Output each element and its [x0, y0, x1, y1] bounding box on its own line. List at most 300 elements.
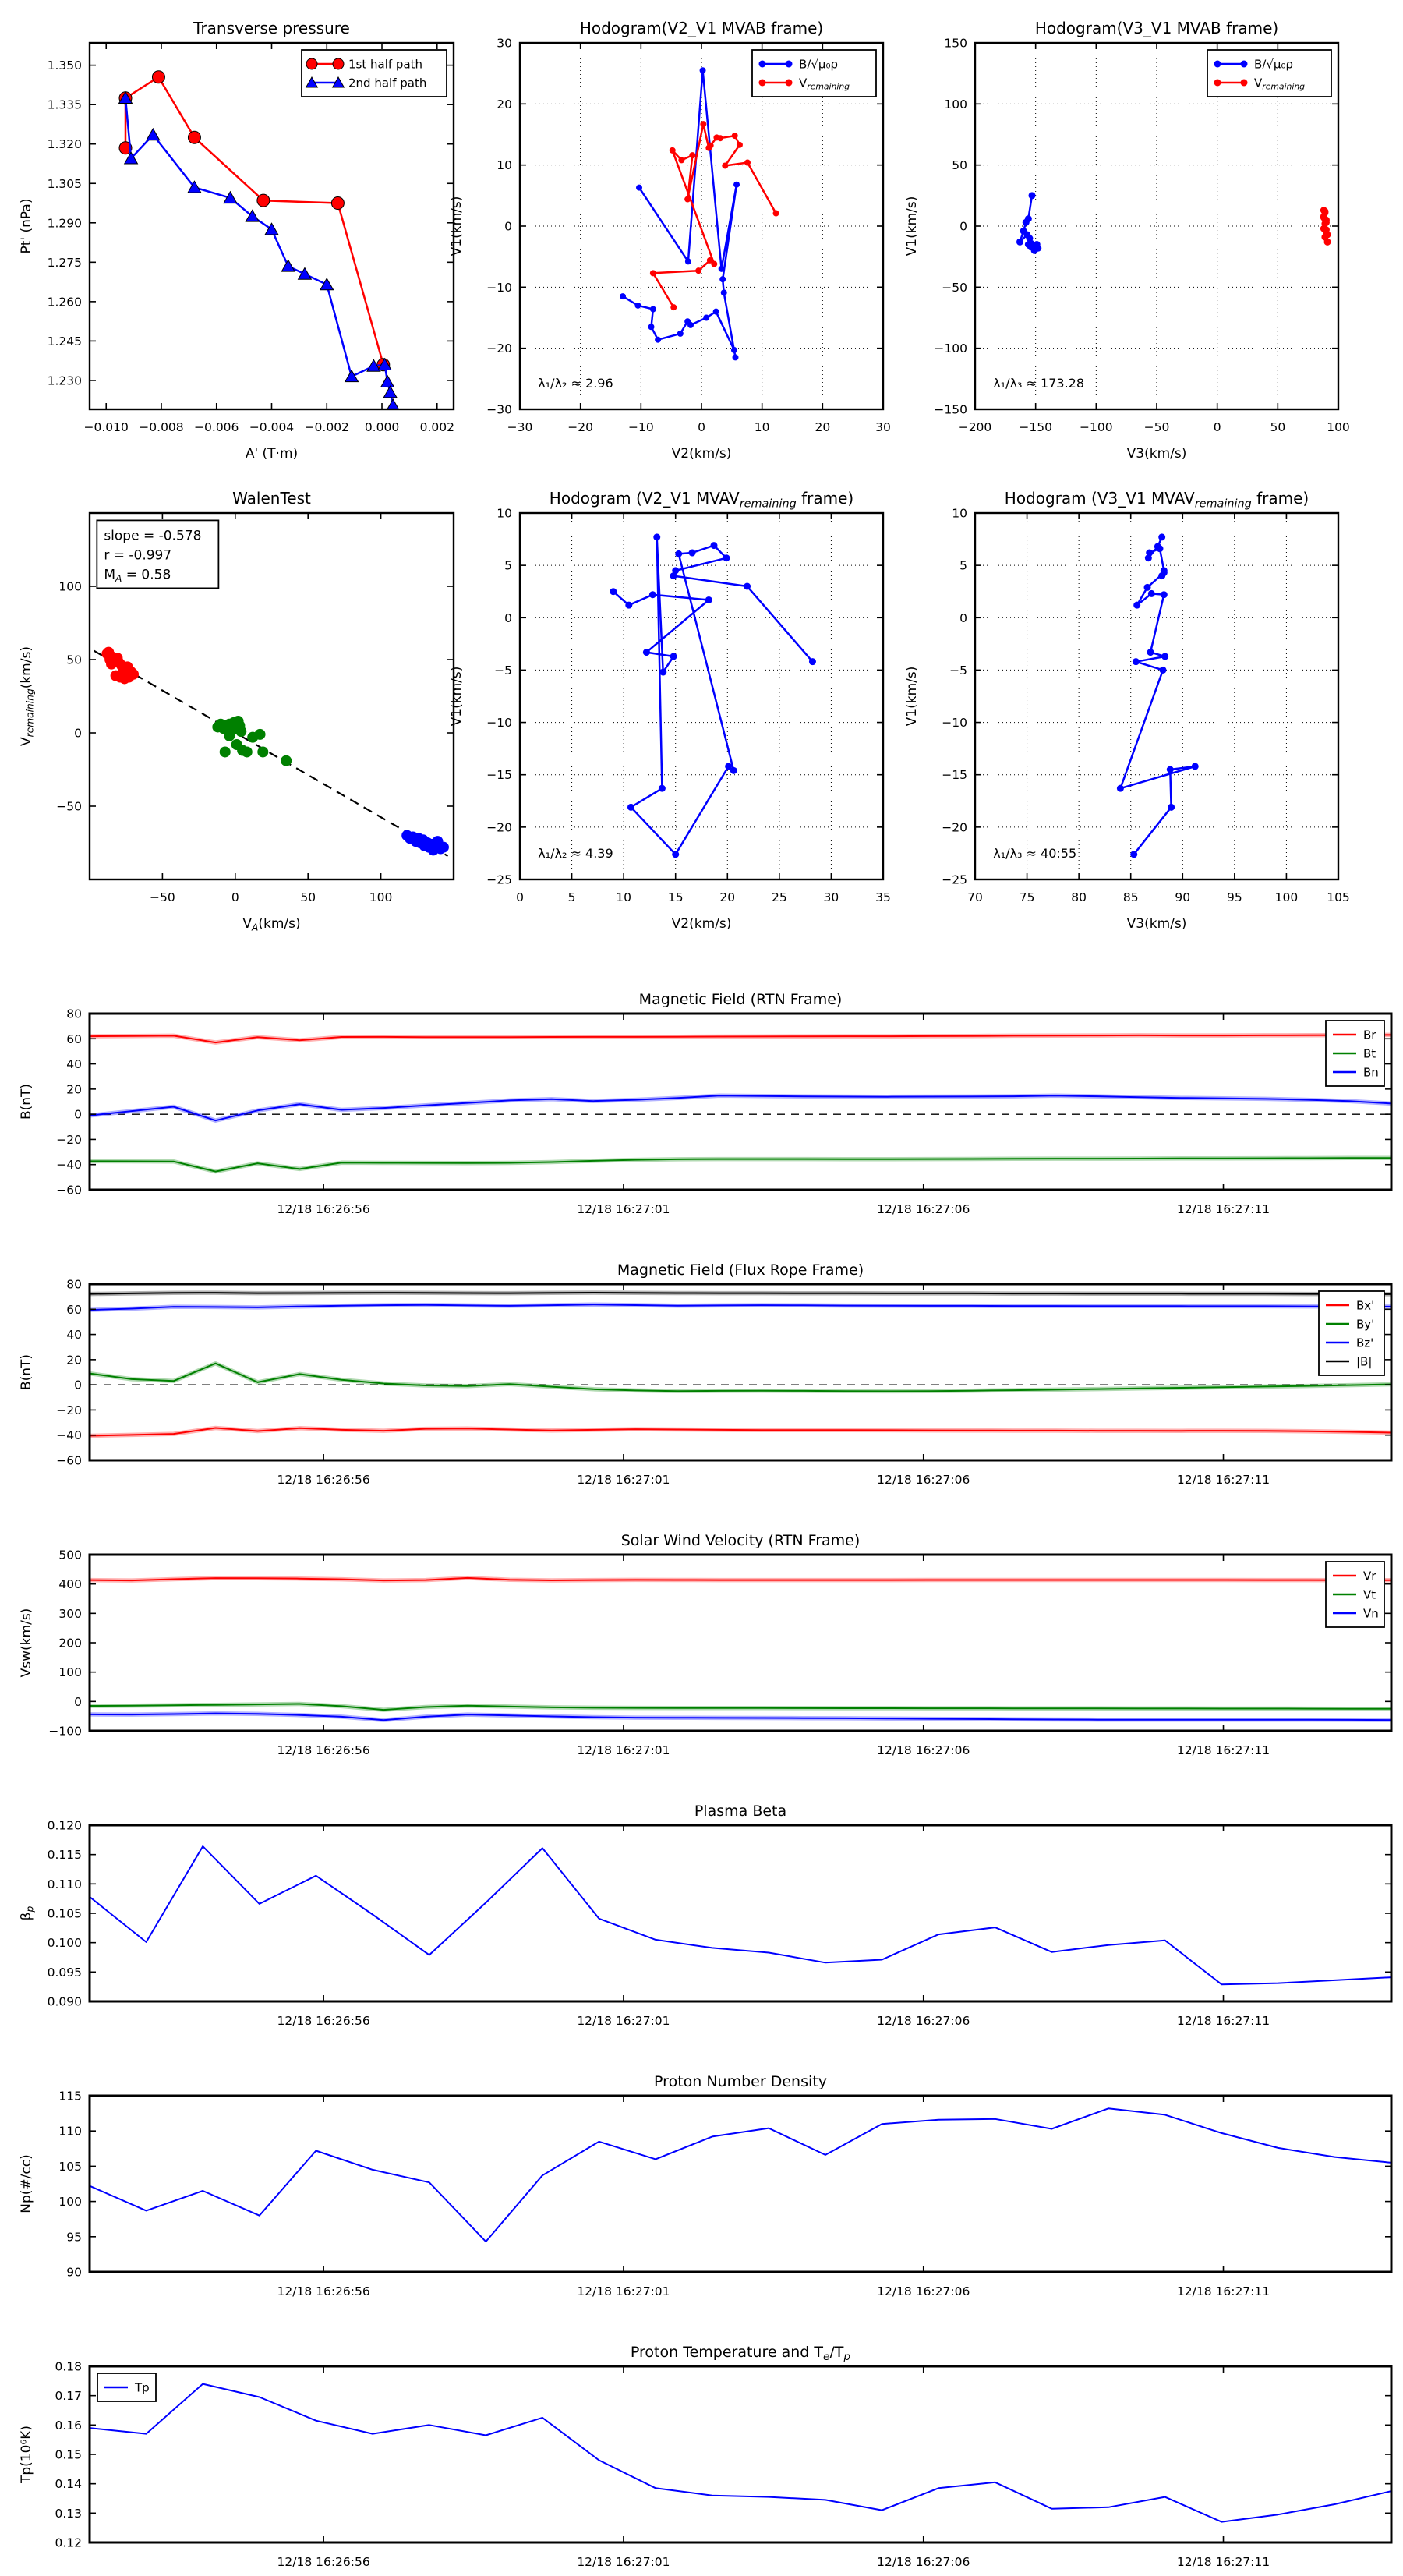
marker-dot	[759, 80, 766, 87]
legend-label: B/√μ₀ρ	[799, 57, 838, 72]
y-tick-label: −5	[494, 663, 512, 678]
panel-magnetic-field-flux-rope	[19, 1261, 1391, 1487]
y-tick-label: 0.13	[55, 2506, 82, 2521]
marker-dot	[670, 653, 677, 660]
marker-dot	[649, 591, 656, 598]
marker-dot	[224, 731, 235, 741]
marker-dot	[1324, 239, 1331, 246]
marker-dot	[1167, 766, 1174, 773]
x-tick-label: 12/18 16:27:06	[877, 1202, 970, 1216]
series-second-half-path	[125, 98, 393, 405]
series-v-remaining-path	[1120, 537, 1195, 855]
marker-dot	[710, 542, 717, 549]
annotation: λ₁/λ₃ ≈ 173.28	[993, 375, 1085, 391]
x-tick-label: 0	[1213, 420, 1221, 434]
x-tick-label: 95	[1226, 890, 1242, 904]
panel-title: Magnetic Field (Flux Rope Frame)	[617, 1261, 864, 1279]
marker-dot	[220, 746, 231, 757]
y-tick-label: 0.100	[47, 1936, 82, 1951]
y-tick-label: −150	[934, 402, 967, 417]
marker-dot	[1158, 533, 1165, 540]
y-tick-label: 0	[959, 219, 967, 234]
y-tick-label: 0.12	[55, 2535, 82, 2550]
y-tick-label: 0.14	[55, 2477, 82, 2492]
marker-dot	[653, 533, 660, 540]
y-tick-label: 20	[497, 97, 512, 111]
y-tick-label: 1.350	[47, 58, 82, 73]
y-tick-label: −40	[56, 1158, 82, 1173]
annotation-line: $M_A = 0.58$	[104, 567, 171, 585]
marker-triangle	[320, 278, 334, 290]
x-tick-label: 75	[1019, 890, 1035, 904]
marker-dot	[111, 671, 122, 681]
x-tick-label: −200	[958, 420, 992, 434]
marker-dot	[1023, 219, 1030, 226]
marker-dot	[809, 658, 816, 665]
series-beta-p	[90, 1846, 1391, 1984]
y-tick-label: −50	[56, 799, 82, 814]
marker-dot	[717, 135, 723, 141]
marker-dot	[1144, 584, 1151, 591]
x-tick-label: 12/18 16:27:01	[577, 2284, 670, 2298]
x-tick-label: −20	[567, 420, 594, 434]
y-axis-label: V1(km/s)	[449, 196, 465, 257]
marker-triangle	[299, 267, 312, 279]
y-tick-label: 1.275	[47, 255, 82, 270]
marker-dot	[659, 785, 666, 792]
y-axis-label: V1(km/s)	[904, 666, 920, 727]
legend-label: Br	[1363, 1028, 1376, 1042]
x-tick-label: 10	[616, 890, 632, 904]
marker-circle	[257, 194, 270, 207]
x-tick-label: 25	[771, 890, 787, 904]
y-tick-label: 1.230	[47, 373, 82, 388]
x-axis-label: V2(km/s)	[671, 916, 732, 932]
y-tick-label: 10	[952, 506, 967, 521]
marker-dot	[700, 121, 706, 127]
legend-label: Bz'	[1356, 1336, 1374, 1350]
y-tick-label: 0	[74, 1694, 82, 1709]
x-tick-label: 90	[1175, 890, 1191, 904]
x-tick-label: 12/18 16:26:56	[277, 1473, 370, 1487]
y-tick-label: 50	[66, 653, 82, 667]
panel-title: Proton Temperature and $T_e/T_p$	[630, 2344, 851, 2364]
y-axis-label: V1(km/s)	[449, 666, 465, 727]
axes-frame	[90, 2366, 1391, 2542]
y-tick-label: 0.16	[55, 2418, 82, 2433]
axes-frame	[90, 2096, 1391, 2272]
y-tick-label: 60	[66, 1031, 82, 1046]
x-tick-label: 30	[823, 890, 839, 904]
x-tick-label: 12/18 16:26:56	[277, 1743, 370, 1757]
y-axis-label: $V_{remaining}(km/s)$	[19, 646, 36, 746]
series-halo-Bn	[90, 1095, 1391, 1120]
x-tick-label: 12/18 16:27:01	[577, 1473, 670, 1487]
y-tick-label: −20	[56, 1132, 82, 1147]
marker-dot	[773, 211, 779, 217]
y-tick-label: 1.320	[47, 137, 82, 152]
marker-dot	[732, 133, 738, 139]
x-tick-label: 12/18 16:26:56	[277, 2284, 370, 2298]
y-tick-label: 0.17	[55, 2389, 82, 2404]
marker-dot	[1148, 590, 1155, 597]
x-tick-label: 20	[719, 890, 736, 904]
panel-hodogram-v3v1-mvab	[904, 19, 1350, 462]
x-tick-label: 100	[1327, 420, 1350, 434]
annotation-line: r = -0.997	[104, 547, 172, 564]
series-walen-fit-line	[94, 651, 448, 856]
marker-dot	[675, 550, 682, 557]
panel-title: WalenTest	[232, 489, 311, 508]
y-tick-label: −10	[942, 716, 967, 731]
x-tick-label: 12/18 16:27:01	[577, 1202, 670, 1216]
y-tick-label: −25	[942, 872, 967, 887]
y-tick-label: 0	[74, 726, 82, 741]
legend-label: Vn	[1363, 1606, 1379, 1621]
y-tick-label: 0.090	[47, 1994, 82, 2009]
legend-label: |B|	[1356, 1354, 1373, 1369]
series-Br	[90, 1035, 1391, 1042]
marker-triangle	[265, 223, 278, 235]
y-tick-label: −50	[942, 280, 967, 295]
x-tick-label: 70	[967, 890, 983, 904]
y-axis-label: Np(#/cc)	[19, 2154, 34, 2213]
panel-hodogram-v2v1-mvab	[449, 19, 891, 462]
y-tick-label: 80	[66, 1007, 82, 1021]
panel-plasma-beta	[19, 1803, 1391, 2028]
y-tick-label: 20	[66, 1082, 82, 1097]
x-axis-label: V3(km/s)	[1126, 446, 1187, 462]
legend-label: $V_{remaining}$	[799, 76, 850, 92]
x-tick-label: 12/18 16:27:06	[877, 1743, 970, 1757]
marker-dot	[1323, 219, 1330, 226]
y-tick-label: −10	[486, 280, 512, 295]
panel-hodogram-v3v1-mvav	[904, 489, 1350, 932]
y-axis-label: B(nT)	[19, 1083, 34, 1120]
panel-transverse-pressure	[19, 19, 454, 462]
y-tick-label: 80	[66, 1277, 82, 1292]
marker-dot	[733, 182, 740, 188]
panel-solar-wind-velocity	[19, 1532, 1391, 1757]
panel-proton-number-density	[19, 2073, 1391, 2298]
legend-label: Bt	[1363, 1046, 1376, 1061]
panel-title: Solar Wind Velocity (RTN Frame)	[620, 1532, 861, 1549]
marker-dot	[1117, 785, 1124, 792]
series-v-remaining-path	[613, 537, 813, 855]
axes-frame	[90, 1825, 1391, 2001]
marker-dot	[700, 67, 706, 73]
y-tick-label: 500	[58, 1548, 82, 1562]
y-tick-label: 90	[66, 2265, 82, 2280]
x-tick-label: 12/18 16:27:11	[1176, 1743, 1270, 1757]
marker-triangle	[345, 370, 359, 382]
panel-title: Hodogram (V3_V1 $MVAV_{remaining}$ frame)	[1004, 489, 1309, 511]
marker-dot	[636, 185, 642, 191]
marker-dot	[731, 347, 737, 353]
y-tick-label: −100	[48, 1724, 82, 1739]
x-tick-label: 0	[231, 890, 239, 904]
legend-label: Bx'	[1356, 1298, 1375, 1313]
y-tick-label: 1.260	[47, 295, 82, 310]
y-axis-label: B(nT)	[19, 1353, 34, 1391]
marker-dot	[670, 147, 676, 154]
marker-dot	[255, 729, 266, 740]
marker-dot	[1156, 545, 1163, 552]
marker-dot	[1025, 241, 1032, 248]
series-Np	[90, 2108, 1391, 2242]
marker-dot	[1192, 763, 1199, 770]
axes-frame	[520, 513, 883, 879]
marker-dot	[759, 61, 766, 68]
panel-hodogram-v2v1-mvav	[449, 489, 891, 932]
x-tick-label: −0.002	[304, 420, 349, 434]
marker-dot	[1161, 569, 1168, 576]
y-tick-label: 105	[58, 2159, 82, 2174]
x-tick-label: 0.000	[364, 420, 400, 434]
y-tick-label: 50	[952, 158, 967, 173]
marker-triangle	[381, 376, 394, 387]
marker-dot	[257, 746, 268, 757]
panel-magnetic-field-rtn	[19, 991, 1391, 1216]
y-tick-label: 0	[959, 610, 967, 625]
x-tick-label: 12/18 16:27:11	[1176, 2555, 1270, 2569]
axes-frame	[90, 1284, 1391, 1460]
marker-dot	[723, 554, 730, 561]
y-axis-label: $\beta_p$	[19, 1905, 36, 1921]
x-tick-label: 5	[567, 890, 576, 904]
marker-dot	[672, 851, 679, 858]
marker-dot	[730, 767, 737, 774]
marker-dot	[670, 304, 677, 310]
x-tick-label: 12/18 16:26:56	[277, 2555, 370, 2569]
marker-dot	[634, 303, 641, 309]
marker-circle	[333, 58, 344, 69]
marker-dot	[705, 596, 712, 603]
marker-dot	[677, 331, 684, 337]
legend-label: Vr	[1363, 1569, 1376, 1583]
y-tick-label: 5	[504, 558, 512, 573]
marker-dot	[438, 842, 449, 853]
annotation: λ₁/λ₂ ≈ 2.96	[538, 375, 613, 391]
panel-title: Hodogram(V2_V1 MVAB frame)	[579, 19, 824, 37]
y-tick-label: −10	[486, 716, 512, 731]
marker-dot	[703, 315, 709, 321]
y-tick-label: −60	[56, 1453, 82, 1468]
y-tick-label: 30	[497, 36, 512, 51]
marker-dot	[1320, 213, 1327, 220]
legend-label: Bn	[1363, 1065, 1379, 1080]
marker-dot	[732, 354, 738, 360]
marker-dot	[685, 258, 691, 264]
y-tick-label: −20	[486, 341, 512, 356]
y-axis-label: V1(km/s)	[904, 196, 920, 257]
y-tick-label: 40	[66, 1328, 82, 1343]
marker-dot	[684, 196, 691, 203]
x-tick-label: 85	[1122, 890, 1139, 904]
x-tick-label: 12/18 16:27:11	[1176, 2014, 1270, 2028]
x-tick-label: 80	[1071, 890, 1087, 904]
panel-proton-temperature	[19, 2344, 1391, 2569]
y-tick-label: 0	[504, 219, 512, 234]
panel-title: Transverse pressure	[193, 19, 350, 37]
y-tick-label: 0.095	[47, 1965, 82, 1980]
marker-dot	[1161, 591, 1168, 598]
y-tick-label: 100	[58, 2195, 82, 2210]
y-tick-label: 0.110	[47, 1877, 82, 1891]
marker-dot	[670, 572, 677, 579]
marker-dot	[627, 804, 634, 811]
marker-dot	[722, 162, 728, 168]
x-tick-label: 50	[300, 890, 316, 904]
marker-dot	[281, 755, 292, 766]
y-tick-label: 0.18	[55, 2359, 82, 2374]
x-axis-label: V2(km/s)	[671, 446, 732, 462]
marker-dot	[737, 142, 743, 148]
y-tick-label: −60	[56, 1183, 82, 1198]
y-tick-label: 100	[58, 1665, 82, 1680]
y-tick-label: 0.15	[55, 2447, 82, 2462]
y-tick-label: −25	[486, 872, 512, 887]
marker-circle	[306, 58, 317, 69]
x-axis-label: $V_A(km/s)$	[242, 916, 301, 933]
annotation-line: slope = -0.578	[104, 528, 202, 544]
panel-title: Magnetic Field (RTN Frame)	[638, 991, 843, 1008]
x-tick-label: −150	[1019, 420, 1052, 434]
legend-label: 1st half path	[348, 57, 423, 72]
y-tick-label: 110	[58, 2124, 82, 2139]
x-tick-label: 20	[815, 420, 831, 434]
x-tick-label: 0.002	[419, 420, 454, 434]
y-tick-label: 0	[74, 1107, 82, 1122]
marker-dot	[242, 746, 253, 757]
x-tick-label: −0.010	[83, 420, 129, 434]
marker-circle	[188, 131, 200, 143]
marker-dot	[610, 588, 617, 595]
legend-label: By'	[1356, 1317, 1375, 1332]
x-tick-label: 15	[667, 890, 684, 904]
x-tick-label: 12/18 16:27:06	[877, 2555, 970, 2569]
series-By-prime	[90, 1364, 1391, 1392]
marker-triangle	[383, 386, 397, 398]
legend-label: B/√μ₀ρ	[1254, 57, 1293, 72]
marker-dot	[1214, 61, 1221, 68]
marker-dot	[708, 143, 714, 149]
marker-dot	[711, 261, 717, 267]
x-tick-label: 100	[369, 890, 393, 904]
x-tick-label: −0.008	[139, 420, 184, 434]
panel-walen-test	[19, 489, 454, 933]
marker-dot	[1159, 667, 1166, 674]
marker-dot	[687, 322, 694, 328]
marker-dot	[650, 306, 656, 313]
y-tick-label: −30	[486, 402, 512, 417]
legend-label: Vt	[1363, 1587, 1376, 1602]
y-tick-label: 10	[497, 506, 512, 521]
y-tick-label: 0.120	[47, 1818, 82, 1833]
marker-dot	[625, 602, 632, 609]
marker-dot	[1029, 192, 1036, 199]
marker-dot	[786, 80, 793, 87]
x-tick-label: 12/18 16:27:06	[877, 2014, 970, 2028]
panel-title: Hodogram (V2_V1 $MVAV_{remaining}$ frame)	[549, 489, 854, 511]
y-tick-label: 0.105	[47, 1906, 82, 1921]
x-tick-label: 12/18 16:27:01	[577, 1743, 670, 1757]
marker-dot	[643, 649, 650, 656]
y-tick-label: 0	[74, 1378, 82, 1392]
y-tick-label: 1.335	[47, 97, 82, 112]
y-tick-label: 0.115	[47, 1848, 82, 1863]
marker-dot	[1133, 602, 1140, 609]
y-tick-label: 1.245	[47, 334, 82, 349]
marker-dot	[1146, 550, 1153, 557]
marker-dot	[689, 550, 696, 557]
marker-dot	[1168, 804, 1175, 811]
marker-dot	[695, 267, 702, 274]
marker-triangle	[147, 129, 160, 140]
x-tick-label: 12/18 16:27:01	[577, 2555, 670, 2569]
y-tick-label: −40	[56, 1428, 82, 1443]
marker-dot	[655, 337, 661, 343]
panel-title: Hodogram(V3_V1 MVAB frame)	[1034, 19, 1279, 37]
marker-dot	[1324, 231, 1331, 238]
y-tick-label: 400	[58, 1577, 82, 1592]
x-tick-label: 100	[1274, 890, 1299, 904]
x-tick-label: 30	[875, 420, 891, 434]
y-axis-label: Tp(10⁶K)	[19, 2425, 34, 2484]
series-halo-Bt	[90, 1158, 1391, 1171]
y-tick-label: 200	[58, 1636, 82, 1651]
marker-dot	[689, 152, 695, 158]
y-tick-label: −20	[56, 1403, 82, 1417]
y-tick-label: 150	[944, 36, 967, 51]
x-tick-label: 12/18 16:27:01	[577, 2014, 670, 2028]
legend-label: $V_{remaining}$	[1254, 76, 1306, 92]
y-tick-label: 1.305	[47, 176, 82, 191]
marker-dot	[1161, 653, 1168, 660]
y-tick-label: −15	[942, 768, 967, 783]
marker-dot	[1214, 80, 1221, 87]
marker-dot	[104, 654, 115, 665]
y-tick-label: −20	[486, 820, 512, 835]
y-tick-label: 60	[66, 1302, 82, 1317]
x-axis-label: V3(km/s)	[1126, 916, 1187, 932]
series-b-over-sqrt-mu0rho	[623, 70, 737, 357]
x-tick-label: 0	[698, 420, 705, 434]
annotation: λ₁/λ₃ ≈ 40:55	[993, 845, 1077, 861]
x-tick-label: 12/18 16:27:11	[1176, 1202, 1270, 1216]
panel-title: Plasma Beta	[694, 1803, 787, 1820]
x-tick-label: 35	[875, 890, 891, 904]
marker-dot	[1241, 80, 1248, 87]
marker-triangle	[281, 260, 295, 271]
marker-circle	[331, 197, 344, 210]
y-tick-label: 95	[66, 2230, 82, 2245]
marker-dot	[721, 289, 727, 295]
x-tick-label: 12/18 16:27:06	[877, 2284, 970, 2298]
marker-dot	[620, 293, 626, 299]
panel-title: Proton Number Density	[654, 2073, 827, 2090]
y-axis-label: Pt' (nPa)	[19, 198, 34, 254]
y-tick-label: 300	[58, 1606, 82, 1621]
y-tick-label: 0	[504, 610, 512, 625]
marker-dot	[650, 270, 656, 276]
y-tick-label: 100	[944, 97, 967, 111]
marker-dot	[659, 669, 666, 676]
y-tick-label: 10	[497, 158, 512, 173]
x-tick-label: −0.006	[194, 420, 239, 434]
x-tick-label: −50	[1143, 420, 1170, 434]
y-tick-label: 1.290	[47, 216, 82, 231]
